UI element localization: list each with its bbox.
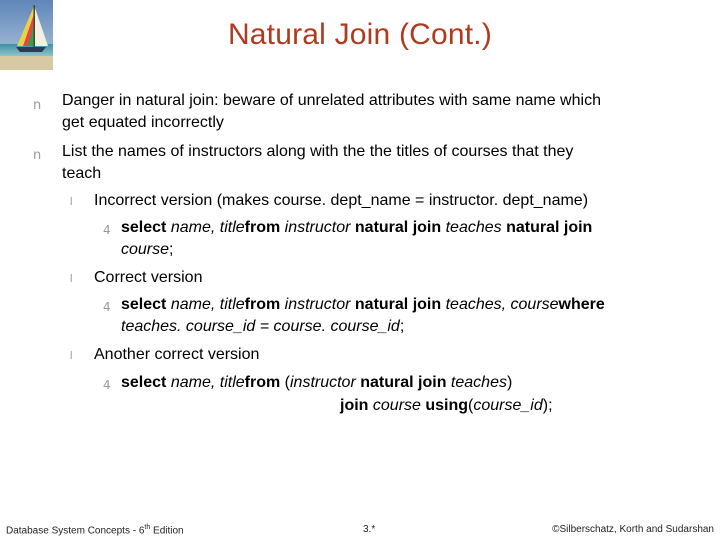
query-1-line-1: [121, 217, 592, 239]
sql-keyword: natural join: [506, 219, 593, 236]
sql-punct: ;: [169, 241, 174, 258]
bullet-marker: n: [33, 98, 42, 113]
sql-punct: ): [506, 374, 513, 391]
query-2-line-1: [121, 294, 605, 316]
footer-left: Database System Concepts - 6th Edition: [6, 524, 184, 537]
query-3-line-2: [340, 395, 553, 417]
sql-punct: ;: [548, 397, 553, 414]
sql-relation: course: [372, 397, 421, 414]
query-marker: 4: [103, 378, 111, 392]
sql-relation: instructor: [284, 219, 351, 236]
sql-keyword: where: [558, 296, 605, 313]
sql-attr: course_id: [473, 397, 543, 414]
sql-using-attr: (course_id): [468, 397, 549, 414]
sql-attrs: name, title: [170, 296, 245, 313]
query-marker: 4: [103, 300, 111, 314]
footer-right: ©Silberschatz, Korth and Sudarshan: [552, 524, 714, 535]
sql-keyword: from: [244, 374, 281, 391]
sql-keyword: from: [244, 219, 281, 236]
bullet-text: Danger in natural join: beware of unrelated attributes with same name which: [62, 92, 601, 109]
sql-attrs: name, title: [170, 374, 245, 391]
sql-keyword: join: [340, 397, 369, 414]
sql-relation: instructor: [289, 374, 356, 391]
query-1-line-2: [121, 239, 173, 261]
sub-bullet-marker: l: [70, 196, 73, 208]
sub-bullet-marker: l: [70, 350, 73, 362]
query-marker: 4: [103, 223, 111, 237]
sql-relation: teaches: [445, 219, 502, 236]
sql-attrs: name, title: [170, 219, 245, 236]
sub-bullet-marker: l: [70, 273, 73, 285]
bullet-text: get equated incorrectly: [62, 114, 224, 131]
sql-relation: instructor: [284, 296, 351, 313]
bullet-text: List the names of instructors along with the the titles of courses that they: [62, 143, 574, 160]
footer-page-number: 3.*: [363, 524, 376, 535]
sql-keyword: select: [121, 296, 167, 313]
sql-punct: (: [280, 374, 290, 391]
sql-keyword: from: [244, 296, 281, 313]
sql-keyword: natural join: [354, 296, 442, 313]
sub-bullet-text: Incorrect version (makes course. dept_name = instructor. dept_name): [94, 192, 589, 209]
slide-title: Natural Join (Cont.): [227, 18, 493, 51]
query-2-line-2: [121, 316, 404, 338]
sql-punct: ;: [399, 318, 405, 335]
query-3-line-1: [121, 372, 512, 394]
sql-keyword: natural join: [360, 374, 447, 391]
sub-bullet-text: Another correct version: [94, 346, 260, 363]
sql-relation: teaches: [450, 374, 507, 391]
sub-bullet-text: Correct version: [94, 269, 203, 286]
sql-keyword: select: [121, 219, 167, 236]
sql-relation: course: [121, 241, 170, 258]
sql-condition: teaches. course_id = course. course_id: [121, 318, 400, 335]
sql-keyword: using: [425, 397, 469, 414]
bullet-text: teach: [62, 165, 102, 182]
bullet-marker: n: [33, 148, 42, 163]
sql-relation: teaches, course: [445, 296, 559, 313]
sql-keyword: select: [121, 374, 167, 391]
sql-keyword: natural join: [354, 219, 442, 236]
